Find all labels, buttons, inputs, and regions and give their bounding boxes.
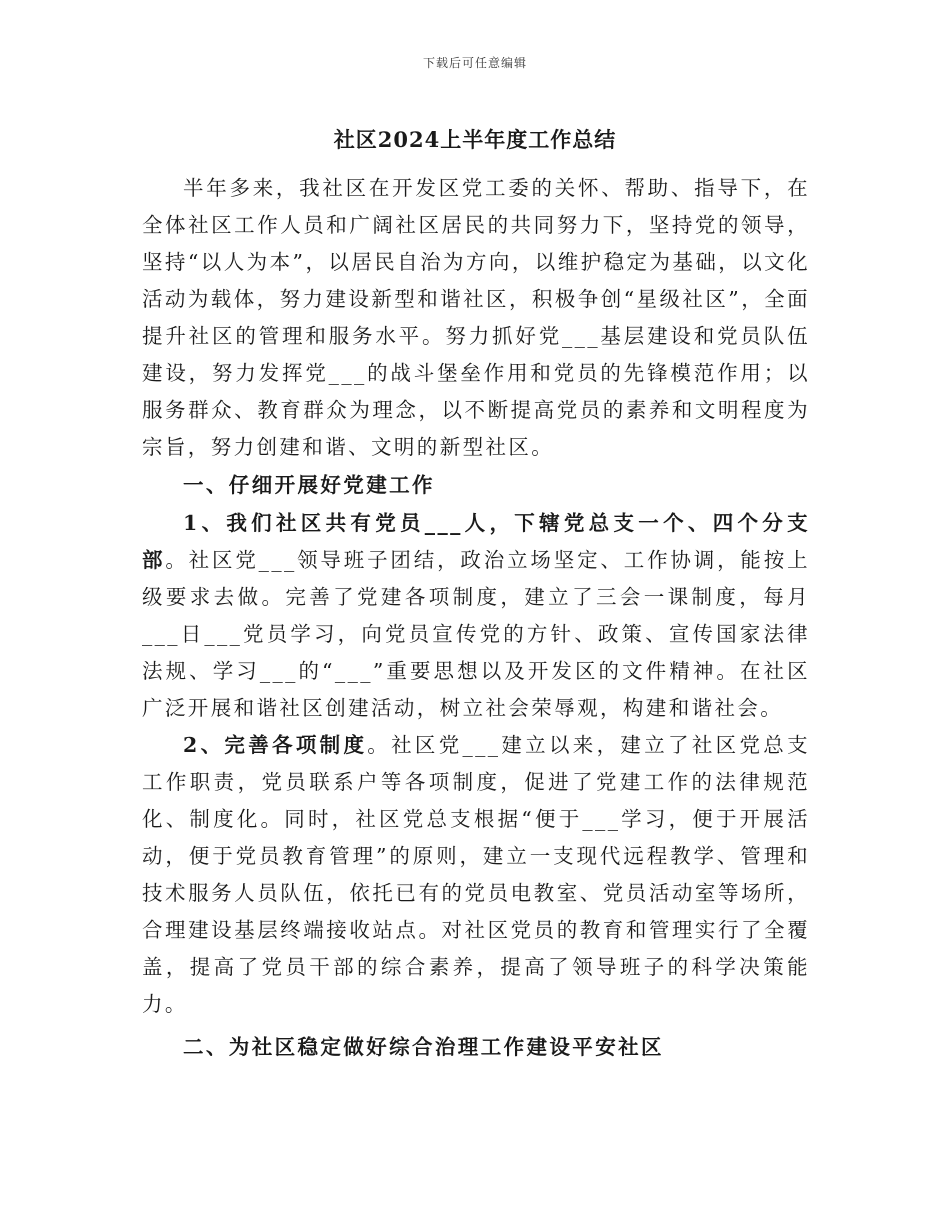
item-1-text: 。社区党___领导班子团结，政治立场坚定、工作协调，能按上级要求去做。完善了党建各项制度，建立了三会一课制度，每月___日___党员学习，向党员宣传党的方针、政策、宣传国家法律法规、学习___的“___”重要思想以及开发区的文件精神。在社区广泛开展和谐社区创建活动，树立社会荣辱观，构建和谐社会。 [142,548,810,720]
item-1-paragraph [142,505,810,727]
item-2-lead: 2、完善各项制度 [183,733,368,757]
intro-paragraph: 半年多来，我社区在开发区党工委的关怀、帮助、指导下，在全体社区工作人员和广阔社区居民的共同努力下，坚持党的领导，坚持“以人为本”，以居民自治为方向，以维护稳定为基础，以文化活动为载体，努力建设新型和谐社区，积极争创“星级社区”，全面提升社区的管理和服务水平。努力抓好党___基层建设和党员队伍建设，努力发挥党___的战斗堡垒作用和党员的先锋模范作用；以服务群众、教育群众为理念，以不断提高党员的素养和文明程度为宗旨，努力创建和谐、文明的新型社区。 [142,176,810,459]
item-2-text: 。社区党___建立以来，建立了社区党总支工作职责，党员联系户等各项制度，促进了党建工作的法律规范化、制度化。同时，社区党总支根据“便于___学习，便于开展活动，便于党员教育管理”的原则，建立一支现代远程教学、管理和技术服务人员队伍，依托已有的党员电教室、党员活动室等场所，合理建设基层终端接收站点。对社区党员的教育和管理实行了全覆盖，提高了党员干部的综合素养，提高了领导班子的科学决策能力。 [142,733,811,1016]
document-title: 社区2024上半年度工作总结 [333,127,617,152]
item-2-paragraph [142,727,810,1023]
section-1-heading: 一、仔细开展好党建工作 [183,473,435,497]
item-1-lead: 1、我们社区共有党员___人，下辖党总支一个、四个分支部 [142,511,810,572]
header-note: 下载后可任意编辑 [422,56,527,70]
document-body [142,170,810,1067]
section-2-heading: 二、为社区稳定做好综合治理工作建设平安社区 [183,1035,664,1059]
